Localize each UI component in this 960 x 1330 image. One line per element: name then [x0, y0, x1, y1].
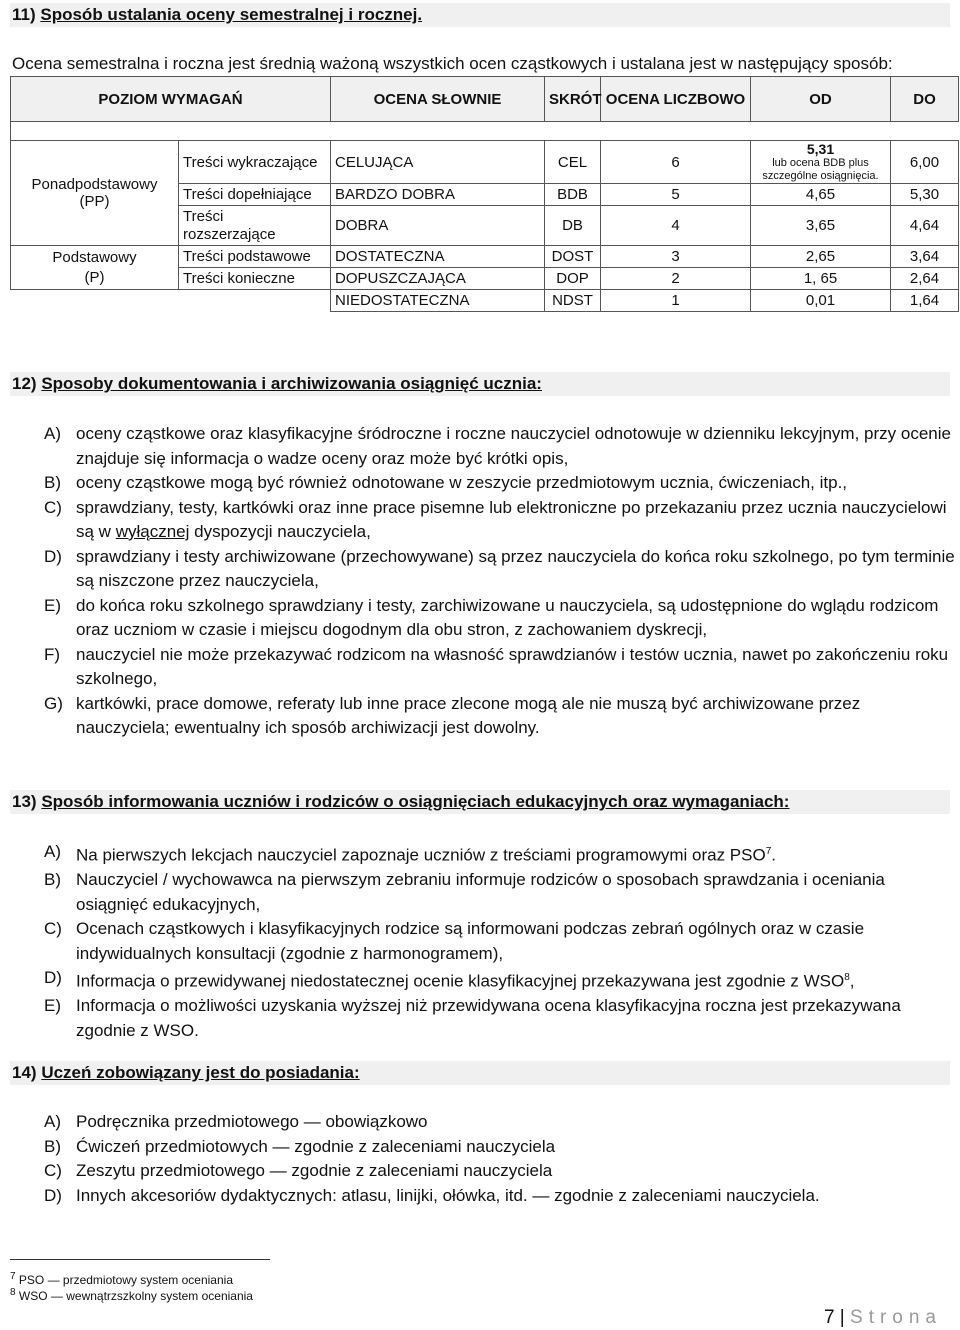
list-item	[10, 496, 956, 545]
table-header-row	[11, 77, 959, 122]
req-cell: Treści podstawowe	[179, 246, 331, 268]
footnote-text: WSO — wewnątrzszkolny system oceniania	[18, 1289, 253, 1303]
item-text: nauczyciel nie może przekazywać rodzicom na własność sprawdzianów i testów ucznia, nawet po zakończeniu roku szkolnego,	[76, 644, 949, 688]
section-title: Sposób ustalania oceny semestralnej i rocznej.	[40, 5, 423, 24]
list-item	[10, 966, 956, 994]
section-12-heading	[10, 372, 950, 396]
item-letter: E)	[44, 595, 61, 615]
item-letter: F)	[44, 644, 61, 664]
footnote-ref: 7	[765, 846, 772, 857]
req-text: Treści	[183, 207, 224, 225]
item-text: Ocenach cząstkowych i klasyfikacyjnych rodzice są informowani podczas zebrań ogólnych oraz w czasie indywidualnych konsultacji (zgodnie z harmonogramem),	[76, 919, 865, 963]
list-item	[10, 994, 956, 1043]
section-13-list	[10, 840, 956, 1043]
item-text: oceny cząstkowe oraz klasyfikacyjne śródroczne i roczne nauczyciel odnotowuje w dzienniku lekcyjnym, przy ocenie znajduje się informacja o wadze oceny oraz może być krótki opis,	[76, 424, 951, 468]
footnote-number: 7	[10, 1271, 16, 1282]
section-11-heading	[10, 3, 950, 27]
list-item	[10, 917, 956, 966]
level-code: (P)	[84, 268, 105, 286]
list-item	[10, 422, 956, 471]
do-cell: 2,64	[891, 268, 959, 290]
word-cell: NIEDOSTATECZNA	[331, 290, 545, 312]
level-cell	[11, 246, 179, 290]
req-cell	[179, 206, 331, 246]
footnote-number: 8	[10, 1287, 16, 1298]
section-11-intro: Ocena semestralna i roczna jest średnią ważoną wszystkich ocen cząstkowych i ustalana jest w następujący sposób:	[12, 54, 893, 73]
section-title: Sposoby dokumentowania i archiwizowania osiągnięć ucznia:	[41, 374, 542, 393]
item-text: Informacja o możliwości uzyskania wyższej niż przewidywana ocena klasyfikacyjna roczna jest przekazywana zgodnie z WSO.	[76, 996, 901, 1040]
list-item	[10, 1184, 956, 1209]
num-cell: 5	[601, 184, 751, 206]
od-cell: 0,01	[751, 290, 891, 312]
item-letter: A)	[44, 1112, 61, 1131]
footnote	[10, 1271, 233, 1287]
item-text: do końca roku szkolnego sprawdziany i testy, zarchiwizowane u nauczyciela, są udostępnione do wglądu rodzicom oraz uczniom w czasie i miejscu dogodnym dla obu stron, z zachowaniem dyskrecji,	[76, 595, 939, 639]
section-title: Sposób informowania uczniów i rodziców o osiągnięciach edukacyjnych oraz wymaganiach:	[41, 792, 790, 811]
item-text: Innych akcesoriów dydaktycznych: atlasu, linijki, ołówka, itd. — zgodnie z zaleceniami nauczyciela.	[76, 1185, 820, 1205]
num-cell: 4	[601, 206, 751, 246]
footnote-divider	[10, 1259, 270, 1260]
item-text: oceny cząstkowe mogą być również odnotowane w zeszycie przedmiotowym ucznia, ćwiczeniach, itp.,	[76, 473, 848, 492]
grade-table	[10, 76, 959, 312]
req-cell: Treści dopełniające	[179, 184, 331, 206]
item-letter: A)	[44, 424, 61, 443]
item-letter: B)	[44, 870, 61, 890]
od-cell: 1, 65	[751, 268, 891, 290]
od-main: 5,31	[806, 141, 835, 157]
item-text: sprawdziany i testy archiwizowane (przechowywane) są przez nauczyciela do końca roku szkolnego, po tym terminie są niszczone przez nauczyciela,	[76, 546, 955, 590]
item-letter: B)	[44, 1136, 61, 1156]
item-letter: E)	[44, 996, 61, 1016]
item-text: Podręcznika przedmiotowego — obowiązkowo	[76, 1112, 428, 1131]
do-cell: 4,64	[891, 206, 959, 246]
table-row	[11, 141, 959, 184]
item-text-underlined: wyłącznej	[115, 522, 190, 541]
item-letter: C)	[44, 497, 62, 517]
table-row	[11, 246, 959, 268]
item-text: Na pierwszych lekcjach nauczyciel zapoznaje uczniów z treściami programowymi oraz PSO	[76, 845, 766, 865]
list-item	[10, 643, 956, 692]
list-item	[10, 840, 956, 868]
page-word: Strona	[850, 1307, 942, 1328]
header-number: OCENA LICZBOWO	[601, 77, 751, 122]
do-cell: 5,30	[891, 184, 959, 206]
abbr-cell: CEL	[545, 141, 601, 184]
page-number-value: 7	[823, 1307, 835, 1328]
item-letter: A)	[44, 842, 61, 861]
item-text: sprawdziany, testy, kartkówki oraz inne prace pisemne lub elektroniczne po przekazaniu przez ucznia nauczycielowi są w	[76, 497, 947, 541]
num-cell: 1	[601, 290, 751, 312]
header-abbr: SKRÓT	[545, 77, 601, 122]
section-14-list	[10, 1110, 956, 1208]
word-cell: BARDZO DOBRA	[331, 184, 545, 206]
item-letter: D)	[44, 968, 62, 988]
footnote	[10, 1287, 253, 1303]
word-cell: DOBRA	[331, 206, 545, 246]
header-to: DO	[891, 77, 959, 122]
word-cell: DOPUSZCZAJĄCA	[331, 268, 545, 290]
list-item	[10, 1110, 956, 1135]
list-item	[10, 1135, 956, 1160]
word-cell: DOSTATECZNA	[331, 246, 545, 268]
section-number: 13)	[12, 792, 37, 811]
abbr-cell: DOST	[545, 246, 601, 268]
abbr-cell: DOP	[545, 268, 601, 290]
header-word: OCENA SŁOWNIE	[331, 77, 545, 122]
item-text: kartkówki, prace domowe, referaty lub inne prace zlecone mogą ale nie muszą być archiwizowane przez nauczyciela; ewentualny ich sposób archiwizacji jest dowolny.	[76, 693, 861, 737]
item-letter: G)	[44, 693, 63, 713]
item-letter: D)	[44, 546, 62, 566]
footnote-text: PSO — przedmiotowy system oceniania	[18, 1273, 233, 1287]
level-name: Podstawowy	[52, 248, 137, 266]
header-from: OD	[751, 77, 891, 122]
req-cell: Treści wykraczające	[179, 141, 331, 184]
list-item	[10, 594, 956, 643]
item-letter: D)	[44, 1185, 62, 1205]
list-item	[10, 868, 956, 917]
item-letter: C)	[44, 919, 62, 939]
section-title: Uczeń zobowiązany jest do posiadania:	[41, 1063, 360, 1082]
od-cell: 4,65	[751, 184, 891, 206]
req-text: rozszerzające	[183, 225, 276, 243]
od-note: szczególne osiągnięcia.	[762, 170, 879, 182]
item-text: Informacja o przewidywanej niedostatecznej ocenie klasyfikacyjnej przekazywana jest zgodnie z WSO	[76, 971, 845, 991]
od-cell	[751, 141, 891, 184]
section-13-heading	[10, 790, 950, 814]
section-number: 11)	[12, 5, 36, 24]
level-name: Ponadpodstawowy	[31, 176, 158, 193]
req-cell: Treści konieczne	[179, 268, 331, 290]
abbr-cell: BDB	[545, 184, 601, 206]
item-text: dyspozycji nauczyciela,	[189, 522, 371, 541]
section-12-list	[10, 422, 956, 741]
word-cell: CELUJĄCA	[331, 141, 545, 184]
do-cell: 1,64	[891, 290, 959, 312]
item-letter: B)	[44, 473, 61, 492]
item-text: Nauczyciel / wychowawca na pierwszym zebraniu informuje rodziców o sposobach sprawdzania i oceniania osiągnięć edukacyjnych,	[76, 870, 885, 914]
table-row	[11, 290, 959, 312]
od-cell: 3,65	[751, 206, 891, 246]
section-number: 14)	[12, 1063, 37, 1082]
header-level: POZIOM WYMAGAŃ	[11, 77, 331, 122]
footnote-ref: 8	[844, 972, 850, 984]
level-code: (PP)	[79, 193, 110, 210]
item-text: Zeszytu przedmiotowego — zgodnie z zaleceniami nauczyciela	[76, 1161, 553, 1180]
item-text: .	[771, 845, 777, 865]
list-item	[10, 692, 956, 741]
num-cell: 3	[601, 246, 751, 268]
item-text: ,	[849, 971, 855, 991]
num-cell: 2	[601, 268, 751, 290]
od-note: lub ocena BDB plus	[772, 157, 869, 169]
num-cell: 6	[601, 141, 751, 184]
level-cell	[11, 141, 179, 246]
do-cell: 6,00	[891, 141, 959, 184]
do-cell: 3,64	[891, 246, 959, 268]
page-number: 7 | Strona	[823, 1307, 942, 1328]
list-item	[10, 471, 956, 496]
section-14-heading	[10, 1061, 950, 1085]
item-letter: C)	[44, 1161, 62, 1180]
abbr-cell: DB	[545, 206, 601, 246]
od-cell: 2,65	[751, 246, 891, 268]
list-item	[10, 545, 956, 594]
section-number: 12)	[12, 374, 37, 393]
abbr-cell: NDST	[545, 290, 601, 312]
list-item	[10, 1159, 956, 1184]
item-text: Ćwiczeń przedmiotowych — zgodnie z zaleceniami nauczyciela	[76, 1136, 556, 1156]
